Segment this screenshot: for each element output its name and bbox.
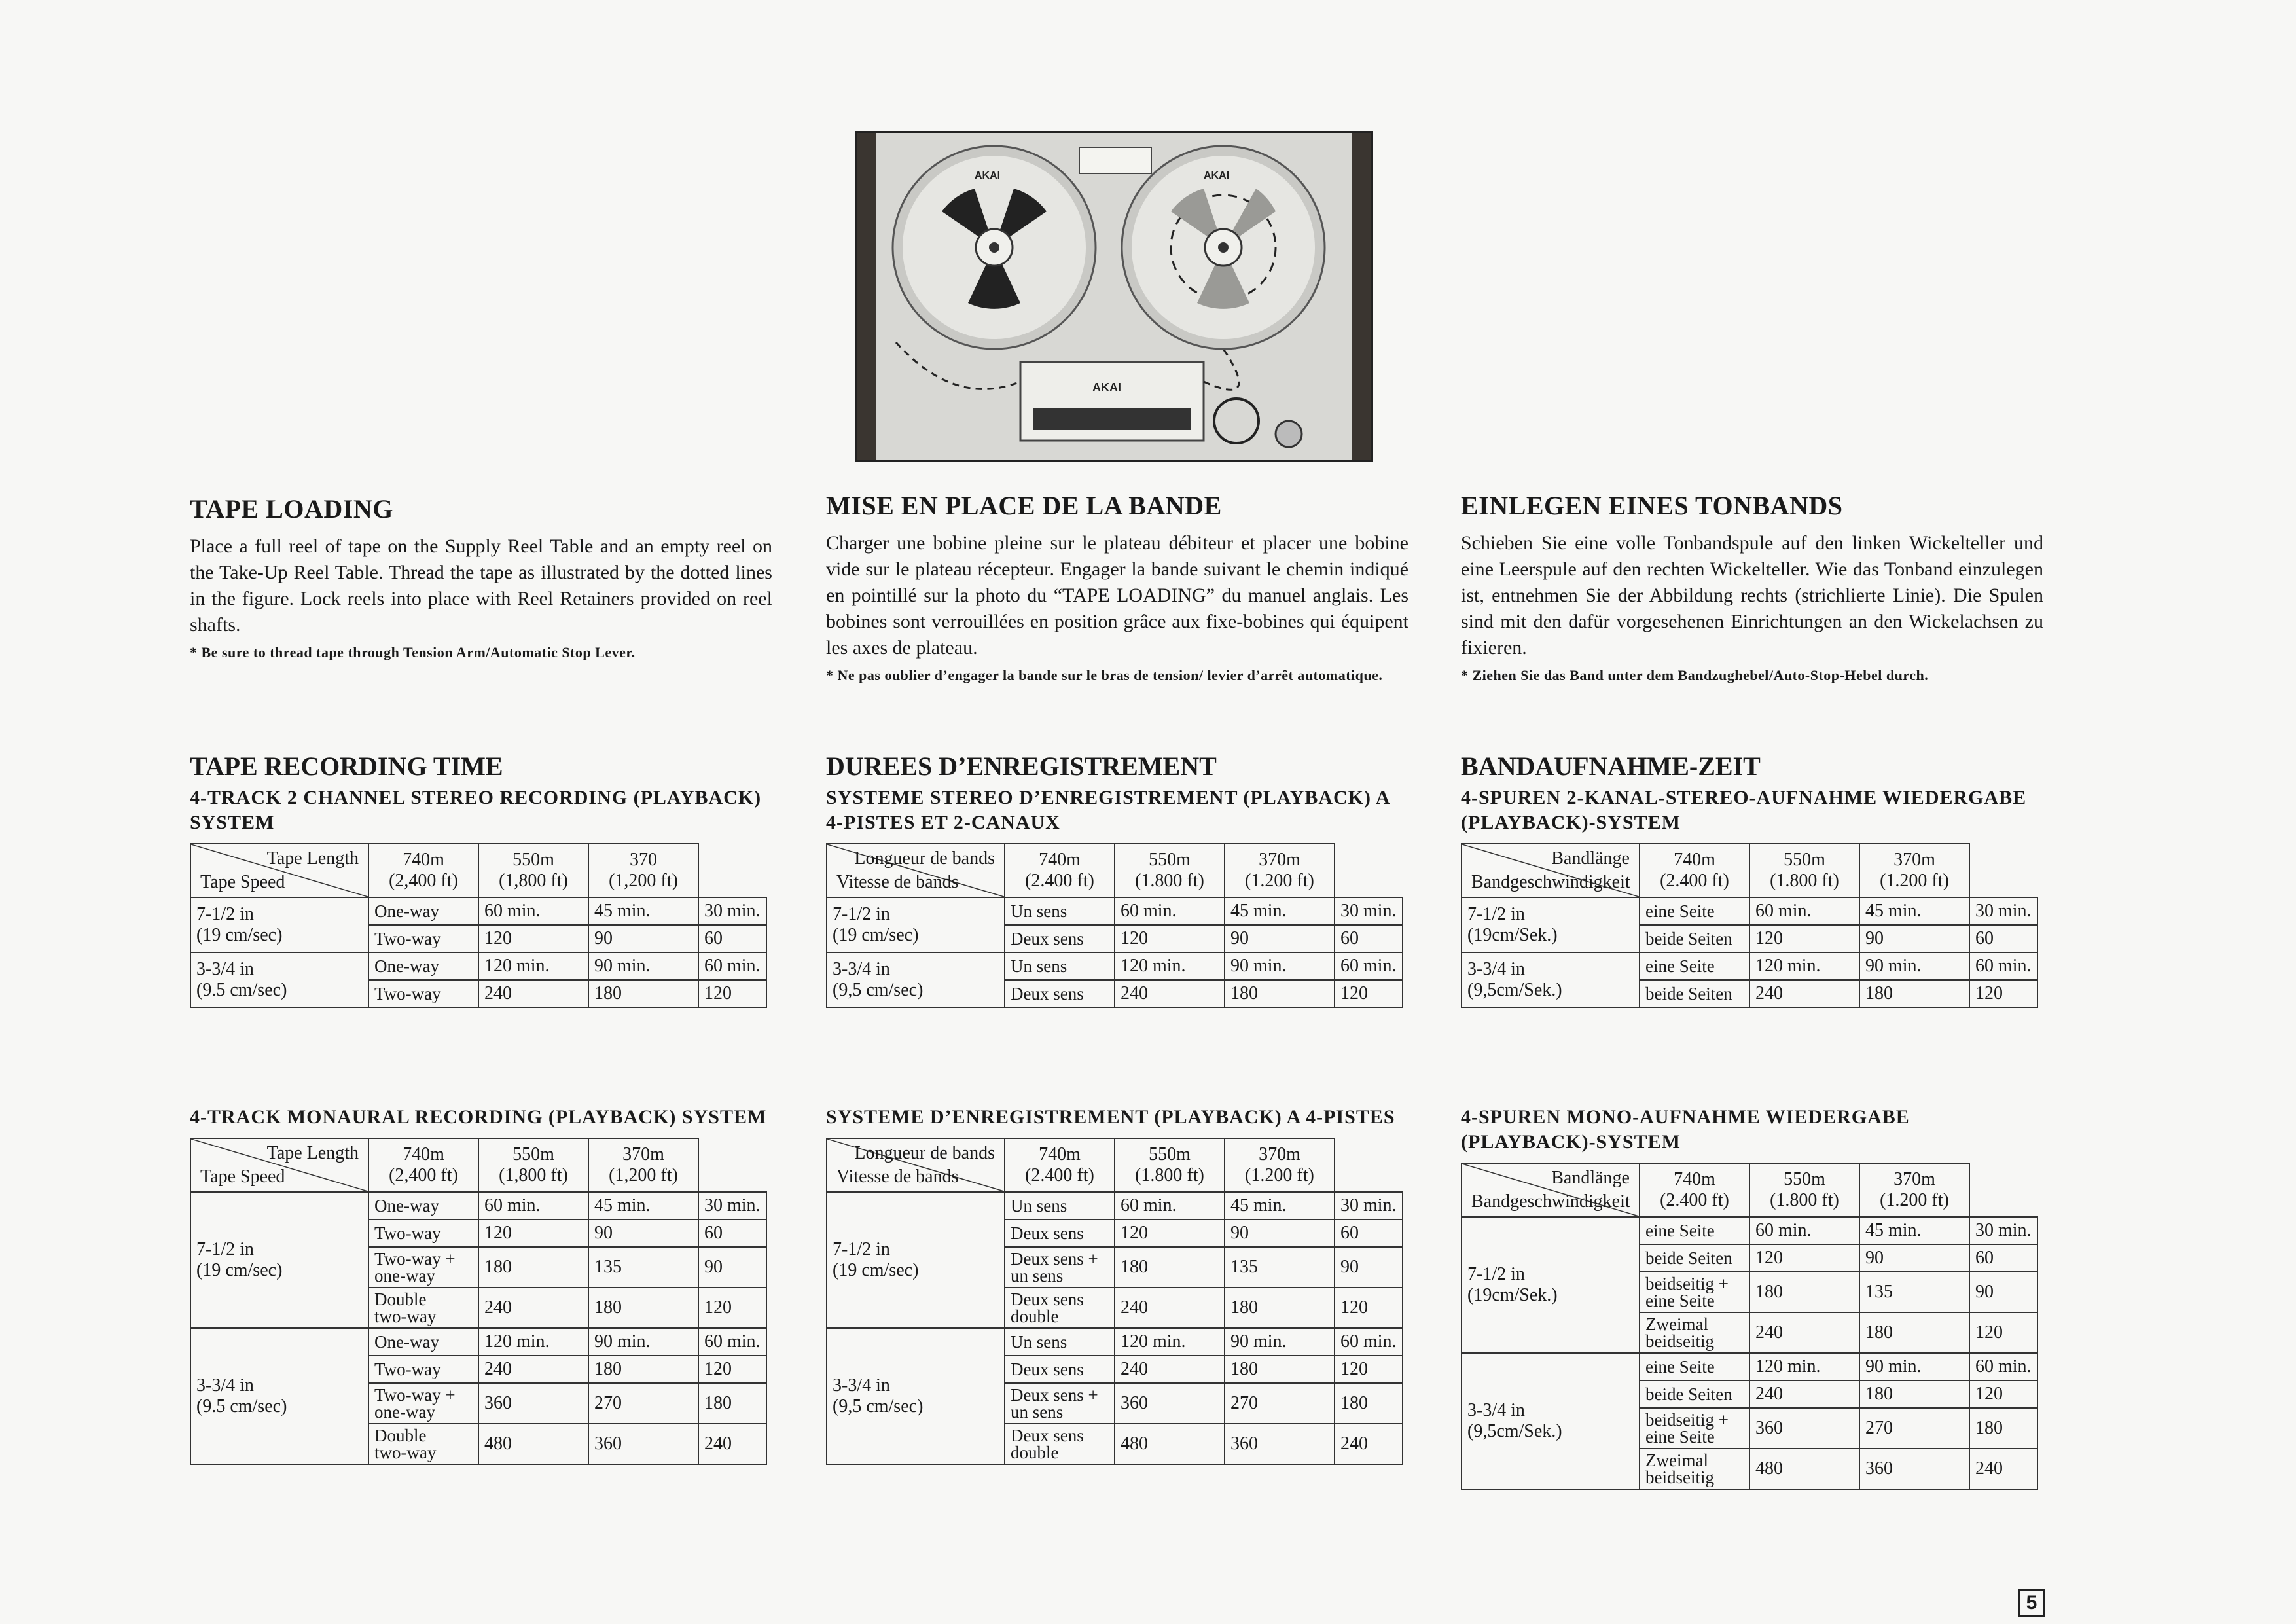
time-value-cell: 90 bbox=[588, 1219, 698, 1247]
french-stereo-section bbox=[826, 751, 1408, 1008]
tape-speed-cell: 7-1/2 in (19 cm/sec) bbox=[190, 1192, 368, 1328]
time-value-cell: 90 min. bbox=[1859, 1353, 1969, 1380]
time-value-cell: 60 min. bbox=[698, 952, 766, 980]
time-value-cell: 30 min. bbox=[1969, 897, 2037, 925]
time-value-cell: 135 bbox=[588, 1247, 698, 1288]
mode-cell: One-way bbox=[368, 1192, 478, 1219]
time-value-cell: 120 bbox=[1749, 925, 1859, 952]
table-row bbox=[1462, 1217, 2037, 1244]
time-value-cell: 240 bbox=[1969, 1449, 2037, 1489]
english-mono-section bbox=[190, 1105, 772, 1465]
time-value-cell: 270 bbox=[1859, 1408, 1969, 1449]
time-value-cell: 360 bbox=[588, 1424, 698, 1464]
time-value-cell: 480 bbox=[1749, 1449, 1859, 1489]
mode-cell: Deux sens bbox=[1005, 1356, 1115, 1383]
tape-speed-cell: 7-1/2 in (19 cm/sec) bbox=[190, 897, 368, 952]
mode-cell: beidseitig + eine Seite bbox=[1640, 1408, 1749, 1449]
tape-speed-cell: 3-3/4 in (9,5 cm/sec) bbox=[827, 1328, 1005, 1464]
tape-length-header: 550m (1,800 ft) bbox=[478, 844, 588, 897]
mode-cell: Two-way bbox=[368, 925, 478, 952]
mode-cell: Deux sens double bbox=[1005, 1424, 1115, 1464]
time-value-cell: 60 min. bbox=[1749, 897, 1859, 925]
table-corner-header bbox=[1462, 844, 1640, 897]
time-value-cell: 240 bbox=[478, 980, 588, 1007]
time-value-cell: 30 min. bbox=[1969, 1217, 2037, 1244]
time-value-cell: 90 bbox=[1225, 1219, 1335, 1247]
table-row bbox=[1462, 952, 2037, 980]
stereo-recording-table bbox=[1461, 843, 2038, 1008]
time-value-cell: 180 bbox=[1859, 1312, 1969, 1353]
tape-speed-cell: 3-3/4 in (9,5 cm/sec) bbox=[827, 952, 1005, 1007]
time-value-cell: 30 min. bbox=[1335, 897, 1403, 925]
tape-speed-label: Tape Speed bbox=[200, 872, 285, 892]
tape-length-label: Longueur de bands bbox=[854, 1143, 995, 1163]
time-value-cell: 180 bbox=[1859, 980, 1969, 1007]
recording-time-title: BANDAUFNAHME-ZEIT bbox=[1461, 751, 1761, 781]
time-value-cell: 180 bbox=[588, 980, 698, 1007]
tape-length-header: 550m (1.800 ft) bbox=[1749, 844, 1859, 897]
stereo-table-slot bbox=[826, 843, 1408, 1008]
tape-speed-cell: 7-1/2 in (19 cm/sec) bbox=[827, 1192, 1005, 1328]
time-value-cell: 120 bbox=[1969, 980, 2037, 1007]
time-value-cell: 45 min. bbox=[1859, 1217, 1969, 1244]
time-value-cell: 45 min. bbox=[588, 1192, 698, 1219]
stereo-recording-table bbox=[826, 843, 1403, 1008]
mode-cell: eine Seite bbox=[1640, 897, 1749, 925]
time-value-cell: 60 bbox=[1335, 1219, 1403, 1247]
time-value-cell: 45 min. bbox=[1859, 897, 1969, 925]
time-value-cell: 480 bbox=[1115, 1424, 1225, 1464]
time-value-cell: 90 bbox=[1335, 1247, 1403, 1288]
time-value-cell: 120 min. bbox=[1115, 952, 1225, 980]
time-value-cell: 120 bbox=[698, 1288, 766, 1328]
time-value-cell: 30 min. bbox=[698, 1192, 766, 1219]
tape-length-header: 740m (2,400 ft) bbox=[368, 844, 478, 897]
mono-subtitle: 4-TRACK MONAURAL RECORDING (PLAYBACK) SYSTEM bbox=[190, 1106, 767, 1128]
tape-length-header: 550m (1.800 ft) bbox=[1115, 1138, 1225, 1192]
loading-note: * Ziehen Sie das Band unter dem Bandzughebel/Auto-Stop-Hebel durch. bbox=[1461, 667, 1929, 683]
table-corner-header bbox=[190, 1138, 368, 1192]
mode-cell: Deux sens bbox=[1005, 1219, 1115, 1247]
mode-cell: One-way bbox=[368, 952, 478, 980]
mode-cell: Deux sens bbox=[1005, 980, 1115, 1007]
time-value-cell: 90 min. bbox=[1225, 1328, 1335, 1356]
time-value-cell: 30 min. bbox=[698, 897, 766, 925]
mode-cell: Deux sens + un sens bbox=[1005, 1247, 1115, 1288]
time-value-cell: 120 bbox=[478, 1219, 588, 1247]
table-row bbox=[1462, 897, 2037, 925]
stereo-table-slot bbox=[1461, 843, 2043, 1008]
time-value-cell: 120 min. bbox=[478, 952, 588, 980]
time-value-cell: 120 bbox=[1335, 1288, 1403, 1328]
time-value-cell: 360 bbox=[478, 1383, 588, 1424]
mode-cell: beide Seiten bbox=[1640, 980, 1749, 1007]
mode-cell: Double two-way bbox=[368, 1288, 478, 1328]
tape-speed-cell: 7-1/2 in (19cm/Sek.) bbox=[1462, 897, 1640, 952]
tape-length-header: 550m (1.800 ft) bbox=[1749, 1163, 1859, 1217]
time-value-cell: 60 min. bbox=[478, 1192, 588, 1219]
tape-speed-label: Bandgeschwindigkeit bbox=[1471, 872, 1630, 892]
tape-length-label: Bandlänge bbox=[1551, 848, 1630, 869]
time-value-cell: 180 bbox=[1225, 1356, 1335, 1383]
time-value-cell: 120 bbox=[1335, 980, 1403, 1007]
time-value-cell: 60 bbox=[698, 1219, 766, 1247]
time-value-cell: 360 bbox=[1749, 1408, 1859, 1449]
time-value-cell: 180 bbox=[1969, 1408, 2037, 1449]
mode-cell: eine Seite bbox=[1640, 952, 1749, 980]
time-value-cell: 60 bbox=[1335, 925, 1403, 952]
time-value-cell: 120 bbox=[698, 980, 766, 1007]
loading-text: Charger une bobine pleine sur le plateau débiteur et placer une bobine vide sur le plateau récepteur. Engager la bande suivant le chemin indiqué en pointillé sur la photo du “TAPE LOADING” du manuel anglais. Les bobines sont verrouillées en position grâce aux fixe-bobines qui équipent les axes de plateau. bbox=[826, 532, 1408, 659]
tape-length-header: 370m (1,200 ft) bbox=[588, 1138, 698, 1192]
english-stereo-section bbox=[190, 751, 772, 1008]
time-value-cell: 180 bbox=[478, 1247, 588, 1288]
table-row bbox=[190, 1192, 766, 1219]
stereo-subtitle: SYSTEME STEREO D’ENREGISTREMENT (PLAYBACK) A 4-PISTES ET 2-CANAUX bbox=[826, 787, 1390, 833]
tape-length-header: 740m (2.400 ft) bbox=[1640, 1163, 1749, 1217]
mono-subtitle: 4-SPUREN MONO-AUFNAHME WIEDERGABE (PLAYBACK)-SYSTEM bbox=[1461, 1106, 1910, 1153]
time-value-cell: 240 bbox=[1335, 1424, 1403, 1464]
time-value-cell: 240 bbox=[1749, 1312, 1859, 1353]
time-value-cell: 60 min. bbox=[1335, 1328, 1403, 1356]
tape-speed-cell: 3-3/4 in (9,5cm/Sek.) bbox=[1462, 1353, 1640, 1489]
time-value-cell: 240 bbox=[1115, 1356, 1225, 1383]
brand-label-right: AKAI bbox=[1204, 170, 1230, 181]
mode-cell: Deux sens bbox=[1005, 925, 1115, 952]
time-value-cell: 60 bbox=[1969, 925, 2037, 952]
tape-length-header: 740m (2.400 ft) bbox=[1005, 1138, 1115, 1192]
time-value-cell: 45 min. bbox=[588, 897, 698, 925]
time-value-cell: 240 bbox=[1115, 1288, 1225, 1328]
stereo-table-slot bbox=[190, 843, 772, 1008]
tape-speed-label: Bandgeschwindigkeit bbox=[1471, 1191, 1630, 1212]
time-value-cell: 135 bbox=[1225, 1247, 1335, 1288]
time-value-cell: 120 min. bbox=[478, 1328, 588, 1356]
mono-recording-table bbox=[1461, 1163, 2038, 1490]
table-row bbox=[1462, 1353, 2037, 1380]
time-value-cell: 180 bbox=[1225, 980, 1335, 1007]
brand-label-left: AKAI bbox=[975, 170, 1001, 181]
time-value-cell: 360 bbox=[1115, 1383, 1225, 1424]
time-value-cell: 120 bbox=[1969, 1312, 2037, 1353]
time-value-cell: 60 min. bbox=[478, 897, 588, 925]
mode-cell: Two-way bbox=[368, 1219, 478, 1247]
tape-length-header: 740m (2.400 ft) bbox=[1640, 844, 1749, 897]
tape-length-header: 370m (1.200 ft) bbox=[1225, 1138, 1335, 1192]
german-mono-section bbox=[1461, 1105, 2043, 1490]
mono-table-slot bbox=[1461, 1163, 2043, 1490]
loading-note: * Be sure to thread tape through Tension Arm/Automatic Stop Lever. bbox=[190, 644, 636, 660]
table-row bbox=[190, 897, 766, 925]
time-value-cell: 90 min. bbox=[1225, 952, 1335, 980]
loading-title: MISE EN PLACE DE LA BANDE bbox=[826, 491, 1222, 520]
tape-speed-cell: 7-1/2 in (19cm/Sek.) bbox=[1462, 1217, 1640, 1353]
time-value-cell: 60 min. bbox=[1969, 1353, 2037, 1380]
stereo-subtitle: 4-SPUREN 2-KANAL-STEREO-AUFNAHME WIEDERGABE (PLAYBACK)-SYSTEM bbox=[1461, 787, 2027, 833]
mono-table-slot bbox=[190, 1138, 772, 1465]
loading-text: Schieben Sie eine volle Tonbandspule auf den linken Wickelteller und eine Leerspule auf den rechten Wickelteller. Wie das Tonband einzulegen ist, entnehmen Sie der Abbildung rechts (strichlierte Linie). Die Spulen sind mit den dafür vorgesehenen Einrichtungen an den Wickelachsen zu fixieren. bbox=[1461, 532, 2043, 659]
tape-length-header: 550m (1,800 ft) bbox=[478, 1138, 588, 1192]
loading-title: TAPE LOADING bbox=[190, 494, 393, 524]
time-value-cell: 480 bbox=[478, 1424, 588, 1464]
time-value-cell: 180 bbox=[1859, 1380, 1969, 1408]
table-corner-header bbox=[190, 844, 368, 897]
time-value-cell: 90 bbox=[1859, 1244, 1969, 1272]
time-value-cell: 270 bbox=[588, 1383, 698, 1424]
table-row bbox=[827, 952, 1403, 980]
german-stereo-section bbox=[1461, 751, 2043, 1008]
mode-cell: beidseitig + eine Seite bbox=[1640, 1272, 1749, 1312]
time-value-cell: 180 bbox=[698, 1383, 766, 1424]
mode-cell: One-way bbox=[368, 1328, 478, 1356]
german-loading-section bbox=[1461, 491, 2043, 685]
time-value-cell: 90 min. bbox=[588, 952, 698, 980]
time-value-cell: 240 bbox=[478, 1356, 588, 1383]
mode-cell: Deux sens double bbox=[1005, 1288, 1115, 1328]
page-number: 5 bbox=[2018, 1589, 2045, 1617]
tape-deck-photo bbox=[855, 131, 1373, 462]
time-value-cell: 180 bbox=[1335, 1383, 1403, 1424]
time-value-cell: 90 min. bbox=[588, 1328, 698, 1356]
recording-time-title: TAPE RECORDING TIME bbox=[190, 751, 503, 781]
time-value-cell: 90 bbox=[588, 925, 698, 952]
time-value-cell: 120 bbox=[698, 1356, 766, 1383]
mode-cell: Two-way + one-way bbox=[368, 1247, 478, 1288]
mode-cell: beide Seiten bbox=[1640, 1380, 1749, 1408]
table-row bbox=[827, 1192, 1403, 1219]
recording-time-title: DUREES D’ENREGISTREMENT bbox=[826, 751, 1217, 781]
tape-speed-label: Vitesse de bands bbox=[836, 1166, 959, 1187]
tape-length-label: Bandlänge bbox=[1551, 1168, 1630, 1188]
time-value-cell: 180 bbox=[588, 1288, 698, 1328]
time-value-cell: 240 bbox=[1749, 980, 1859, 1007]
mode-cell: Two-way + one-way bbox=[368, 1383, 478, 1424]
table-corner-header bbox=[827, 1138, 1005, 1192]
mode-cell: eine Seite bbox=[1640, 1353, 1749, 1380]
mode-cell: Un sens bbox=[1005, 1192, 1115, 1219]
time-value-cell: 180 bbox=[1225, 1288, 1335, 1328]
time-value-cell: 360 bbox=[1225, 1424, 1335, 1464]
tape-length-label: Tape Length bbox=[266, 1143, 359, 1163]
mono-recording-table bbox=[190, 1138, 767, 1465]
time-value-cell: 120 bbox=[478, 925, 588, 952]
mode-cell: Un sens bbox=[1005, 952, 1115, 980]
loading-note: * Ne pas oublier d’engager la bande sur le bras de tension/ levier d’arrêt automatique. bbox=[826, 667, 1383, 683]
mono-table-slot bbox=[826, 1138, 1408, 1465]
brand-label-head: AKAI bbox=[1092, 381, 1121, 394]
tape-speed-label: Vitesse de bands bbox=[836, 872, 959, 892]
mode-cell: Deux sens + un sens bbox=[1005, 1383, 1115, 1424]
time-value-cell: 60 min. bbox=[1969, 952, 2037, 980]
mode-cell: Two-way bbox=[368, 980, 478, 1007]
time-value-cell: 45 min. bbox=[1225, 897, 1335, 925]
time-value-cell: 60 min. bbox=[1115, 1192, 1225, 1219]
table-row bbox=[827, 897, 1403, 925]
stereo-recording-table bbox=[190, 843, 767, 1008]
mode-cell: beide Seiten bbox=[1640, 925, 1749, 952]
time-value-cell: 90 bbox=[1859, 925, 1969, 952]
time-value-cell: 120 bbox=[1335, 1356, 1403, 1383]
mode-cell: eine Seite bbox=[1640, 1217, 1749, 1244]
mode-cell: Zweimal beidseitig bbox=[1640, 1449, 1749, 1489]
mode-cell: Two-way bbox=[368, 1356, 478, 1383]
time-value-cell: 60 bbox=[1969, 1244, 2037, 1272]
french-loading-section bbox=[826, 491, 1408, 685]
tape-length-header: 370 (1,200 ft) bbox=[588, 844, 698, 897]
time-value-cell: 180 bbox=[1749, 1272, 1859, 1312]
tape-speed-cell: 3-3/4 in (9.5 cm/sec) bbox=[190, 952, 368, 1007]
time-value-cell: 90 bbox=[698, 1247, 766, 1288]
loading-title: EINLEGEN EINES TONBANDS bbox=[1461, 491, 1843, 520]
time-value-cell: 240 bbox=[1115, 980, 1225, 1007]
tape-length-label: Tape Length bbox=[266, 848, 359, 869]
french-mono-section bbox=[826, 1105, 1408, 1465]
table-row bbox=[190, 1328, 766, 1356]
english-loading-section bbox=[190, 494, 772, 662]
time-value-cell: 120 bbox=[1969, 1380, 2037, 1408]
time-value-cell: 120 bbox=[1115, 925, 1225, 952]
reel-deck-illustration bbox=[857, 133, 1371, 460]
time-value-cell: 240 bbox=[1749, 1380, 1859, 1408]
mode-cell: Un sens bbox=[1005, 897, 1115, 925]
time-value-cell: 60 min. bbox=[1335, 952, 1403, 980]
tape-length-header: 370m (1.200 ft) bbox=[1225, 844, 1335, 897]
table-corner-header bbox=[1462, 1163, 1640, 1217]
time-value-cell: 180 bbox=[1115, 1247, 1225, 1288]
mono-recording-table bbox=[826, 1138, 1403, 1465]
mono-subtitle: SYSTEME D’ENREGISTREMENT (PLAYBACK) A 4-PISTES bbox=[826, 1106, 1395, 1128]
time-value-cell: 90 bbox=[1225, 925, 1335, 952]
table-row bbox=[827, 1328, 1403, 1356]
time-value-cell: 60 min. bbox=[1115, 897, 1225, 925]
time-value-cell: 60 min. bbox=[1749, 1217, 1859, 1244]
stereo-subtitle: 4-TRACK 2 CHANNEL STEREO RECORDING (PLAYBACK) SYSTEM bbox=[190, 787, 762, 833]
tape-length-header: 370m (1.200 ft) bbox=[1859, 1163, 1969, 1217]
mode-cell: Double two-way bbox=[368, 1424, 478, 1464]
time-value-cell: 30 min. bbox=[1335, 1192, 1403, 1219]
time-value-cell: 90 min. bbox=[1859, 952, 1969, 980]
mode-cell: One-way bbox=[368, 897, 478, 925]
time-value-cell: 270 bbox=[1225, 1383, 1335, 1424]
time-value-cell: 240 bbox=[478, 1288, 588, 1328]
table-corner-header bbox=[827, 844, 1005, 897]
mode-cell: Zweimal beidseitig bbox=[1640, 1312, 1749, 1353]
mode-cell: beide Seiten bbox=[1640, 1244, 1749, 1272]
tape-length-header: 550m (1.800 ft) bbox=[1115, 844, 1225, 897]
time-value-cell: 60 min. bbox=[698, 1328, 766, 1356]
time-value-cell: 120 min. bbox=[1115, 1328, 1225, 1356]
time-value-cell: 120 min. bbox=[1749, 1353, 1859, 1380]
time-value-cell: 135 bbox=[1859, 1272, 1969, 1312]
time-value-cell: 120 bbox=[1749, 1244, 1859, 1272]
tape-length-header: 740m (2,400 ft) bbox=[368, 1138, 478, 1192]
time-value-cell: 360 bbox=[1859, 1449, 1969, 1489]
tape-speed-cell: 7-1/2 in (19 cm/sec) bbox=[827, 897, 1005, 952]
time-value-cell: 120 bbox=[1115, 1219, 1225, 1247]
tape-length-header: 740m (2.400 ft) bbox=[1005, 844, 1115, 897]
time-value-cell: 120 min. bbox=[1749, 952, 1859, 980]
tape-speed-cell: 3-3/4 in (9,5cm/Sek.) bbox=[1462, 952, 1640, 1007]
loading-text: Place a full reel of tape on the Supply Reel Table and an empty reel on the Take-Up Reel Table. Thread the tape as illustrated by the dotted lines in the figure. Lock reels into place with Reel Retainers provided on reel shafts. bbox=[190, 535, 772, 636]
tape-speed-label: Tape Speed bbox=[200, 1166, 285, 1187]
tape-length-label: Longueur de bands bbox=[854, 848, 995, 869]
time-value-cell: 180 bbox=[588, 1356, 698, 1383]
time-value-cell: 45 min. bbox=[1225, 1192, 1335, 1219]
table-row bbox=[190, 952, 766, 980]
mode-cell: Un sens bbox=[1005, 1328, 1115, 1356]
time-value-cell: 240 bbox=[698, 1424, 766, 1464]
tape-speed-cell: 3-3/4 in (9.5 cm/sec) bbox=[190, 1328, 368, 1464]
tape-length-header: 370m (1.200 ft) bbox=[1859, 844, 1969, 897]
time-value-cell: 90 bbox=[1969, 1272, 2037, 1312]
time-value-cell: 60 bbox=[698, 925, 766, 952]
